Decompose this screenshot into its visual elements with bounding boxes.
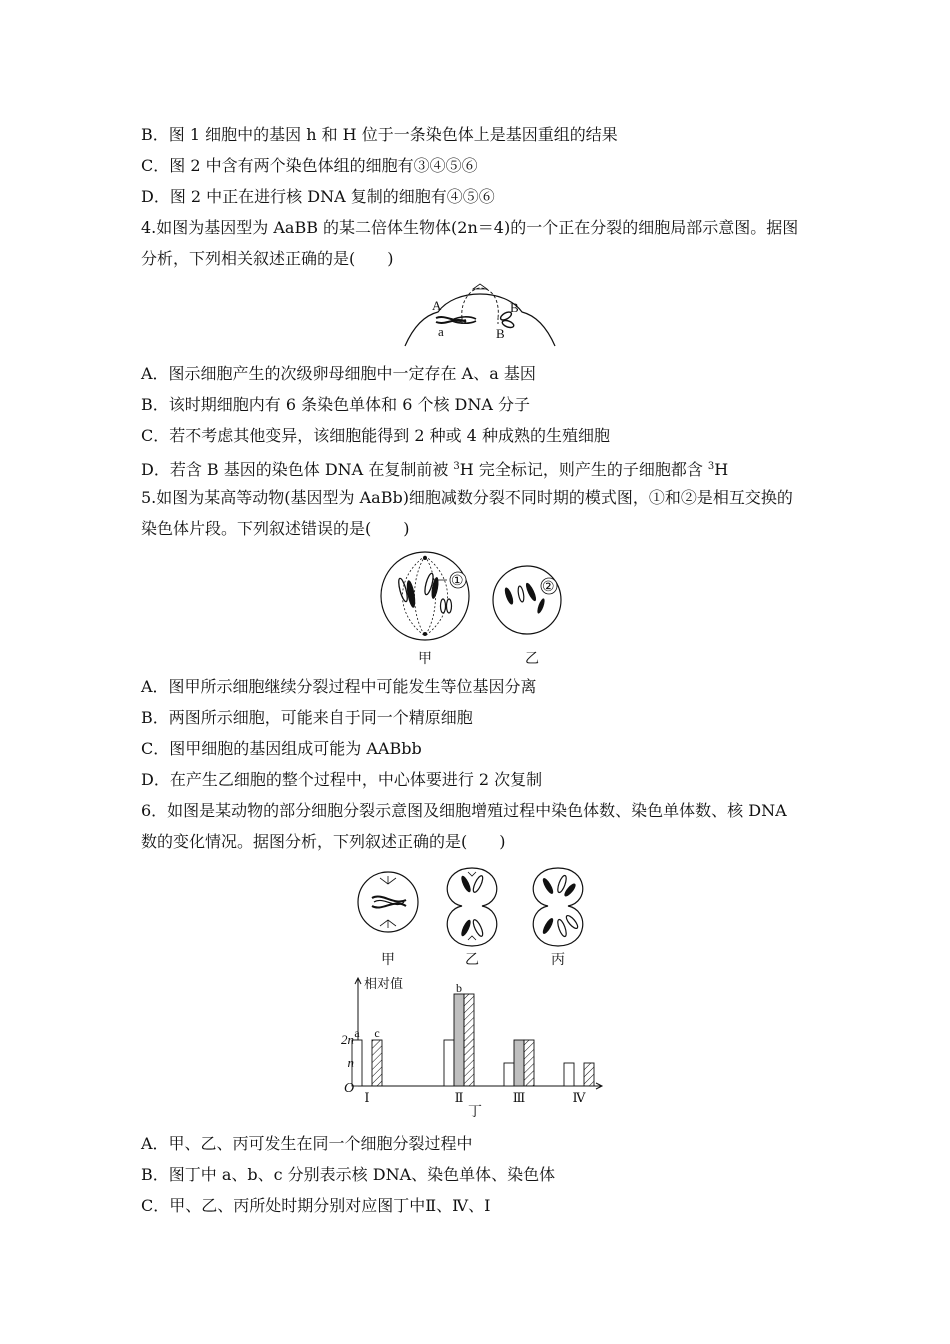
x-tick-label: Ⅲ <box>512 1090 526 1105</box>
cell-jia <box>381 552 469 640</box>
q4-option-b: B．该时期细胞内有 6 条染色单体和 6 个核 DNA 分子 <box>141 395 531 414</box>
bar-b-2 <box>454 994 464 1086</box>
aster-bottom-icon <box>380 920 396 928</box>
cell-bing-q6 <box>533 868 583 946</box>
label-yi-q6: 乙 <box>465 953 479 968</box>
bar-c-1 <box>372 1040 382 1086</box>
y-axis-label: 相对值 <box>364 976 404 991</box>
gene-label-a: a <box>438 324 444 339</box>
aster-top-icon <box>380 876 396 884</box>
chart-ding <box>330 970 620 1120</box>
q5-option-b: B．两图所示细胞，可能来自于同一个精原细胞 <box>141 708 473 727</box>
q4-option-d-part2: H 完全标记，则产生的子细胞都含 <box>459 460 708 479</box>
q3-option-c: C．图 2 中含有两个染色体组的细胞有③④⑤⑥ <box>141 156 478 175</box>
q4-option-c: C．若不考虑其他变异，该细胞能得到 2 种或 4 种成熟的生殖细胞 <box>141 426 610 445</box>
bar-c-3 <box>524 1040 534 1086</box>
q5-stem-line1: 5.如图为某高等动物(基因型为 AaBb)细胞减数分裂不同时期的模式图，①和②是相互交换的 <box>141 488 793 507</box>
q4-stem-line2: 分析，下列相关叙述正确的是( ) <box>141 249 394 268</box>
q4-option-d-sup2: 3 <box>707 461 715 472</box>
bar-a-4 <box>564 1063 574 1086</box>
q4-cell-figure <box>400 280 560 352</box>
q5-option-c: C．图甲细胞的基因组成可能为 AABbb <box>141 739 422 758</box>
cell-jia-q6 <box>358 872 418 932</box>
q6-option-c: C．甲、乙、丙所处时期分别对应图丁中Ⅱ、Ⅳ、Ⅰ <box>141 1196 491 1215</box>
q6-stem-line2: 数的变化情况。据图分析，下列叙述正确的是( ) <box>141 832 506 851</box>
label-jia: 甲 <box>418 652 432 667</box>
bar-label-c: c <box>374 1026 380 1040</box>
q4-option-d <box>141 457 728 480</box>
bar-label-b: b <box>456 981 462 995</box>
chart-bars <box>352 994 594 1086</box>
q5-option-a: A．图甲所示细胞继续分裂过程中可能发生等位基因分离 <box>141 677 537 696</box>
label-bing-q6: 丙 <box>551 953 565 968</box>
centriole-top-icon <box>423 556 427 560</box>
q6-stem-line1: 6．如图是某动物的部分细胞分裂示意图及细胞增殖过程中染色体数、染色单体数、核 DNA <box>141 801 787 820</box>
chart-title: 丁 <box>468 1105 482 1120</box>
y-tick-label: 2n <box>341 1032 354 1047</box>
origin-label: O <box>344 1081 355 1096</box>
bar-label-a: a <box>354 1026 360 1040</box>
bar-c-4 <box>584 1063 594 1086</box>
q4-option-d-sup1: 3 <box>453 461 460 472</box>
chromosome-pair-left <box>436 317 476 323</box>
cell-yi-q6 <box>447 868 497 946</box>
gene-label-B-top: B <box>510 300 519 315</box>
q3-option-b: B．图 1 细胞中的基因 h 和 H 位于一条染色体上是基因重组的结果 <box>141 125 618 144</box>
label-yi: 乙 <box>525 652 539 667</box>
q6-cells-figure <box>350 862 610 970</box>
q5-option-d: D．在产生乙细胞的整个过程中，中心体要进行 2 次复制 <box>141 770 543 789</box>
q3-option-d: D．图 2 中正在进行核 DNA 复制的细胞有④⑤⑥ <box>141 187 495 206</box>
x-tick-label: Ⅱ <box>454 1090 464 1105</box>
q4-option-a: A．图示细胞产生的次级卵母细胞中一定存在 A、a 基因 <box>141 364 536 383</box>
bar-b-3 <box>514 1040 524 1086</box>
mark-1: ① <box>451 574 464 589</box>
gene-label-B-bottom: B <box>496 326 505 341</box>
gene-label-A: A <box>432 298 442 313</box>
cell-yi <box>493 566 561 634</box>
bar-a-2 <box>444 1040 454 1086</box>
centriole-bottom-icon <box>423 632 427 636</box>
bar-a-3 <box>504 1063 514 1086</box>
q6-option-b: B．图丁中 a、b、c 分别表示核 DNA、染色单体、染色体 <box>141 1165 556 1184</box>
mark-2: ② <box>542 580 555 595</box>
centriole-icon <box>473 284 487 289</box>
q6-option-a: A．甲、乙、丙可发生在同一个细胞分裂过程中 <box>141 1134 473 1153</box>
label-jia-q6: 甲 <box>381 953 395 968</box>
x-tick-label: Ⅰ <box>364 1090 370 1105</box>
y-tick-label: n <box>347 1055 354 1070</box>
bar-c-2 <box>464 994 474 1086</box>
x-tick-label: Ⅳ <box>572 1090 586 1105</box>
q5-stem-line2: 染色体片段。下列叙述错误的是( ) <box>141 519 410 538</box>
q4-option-d-part3: H <box>714 460 729 479</box>
q4-option-d-part1: D．若含 B 基因的染色体 DNA 在复制前被 <box>141 460 454 479</box>
q4-stem-line1: 4.如图为基因型为 AaBB 的某二倍体生物体(2n＝4)的一个正在分裂的细胞局部示意图。据图 <box>141 218 799 237</box>
q5-cells-figure <box>375 548 575 668</box>
